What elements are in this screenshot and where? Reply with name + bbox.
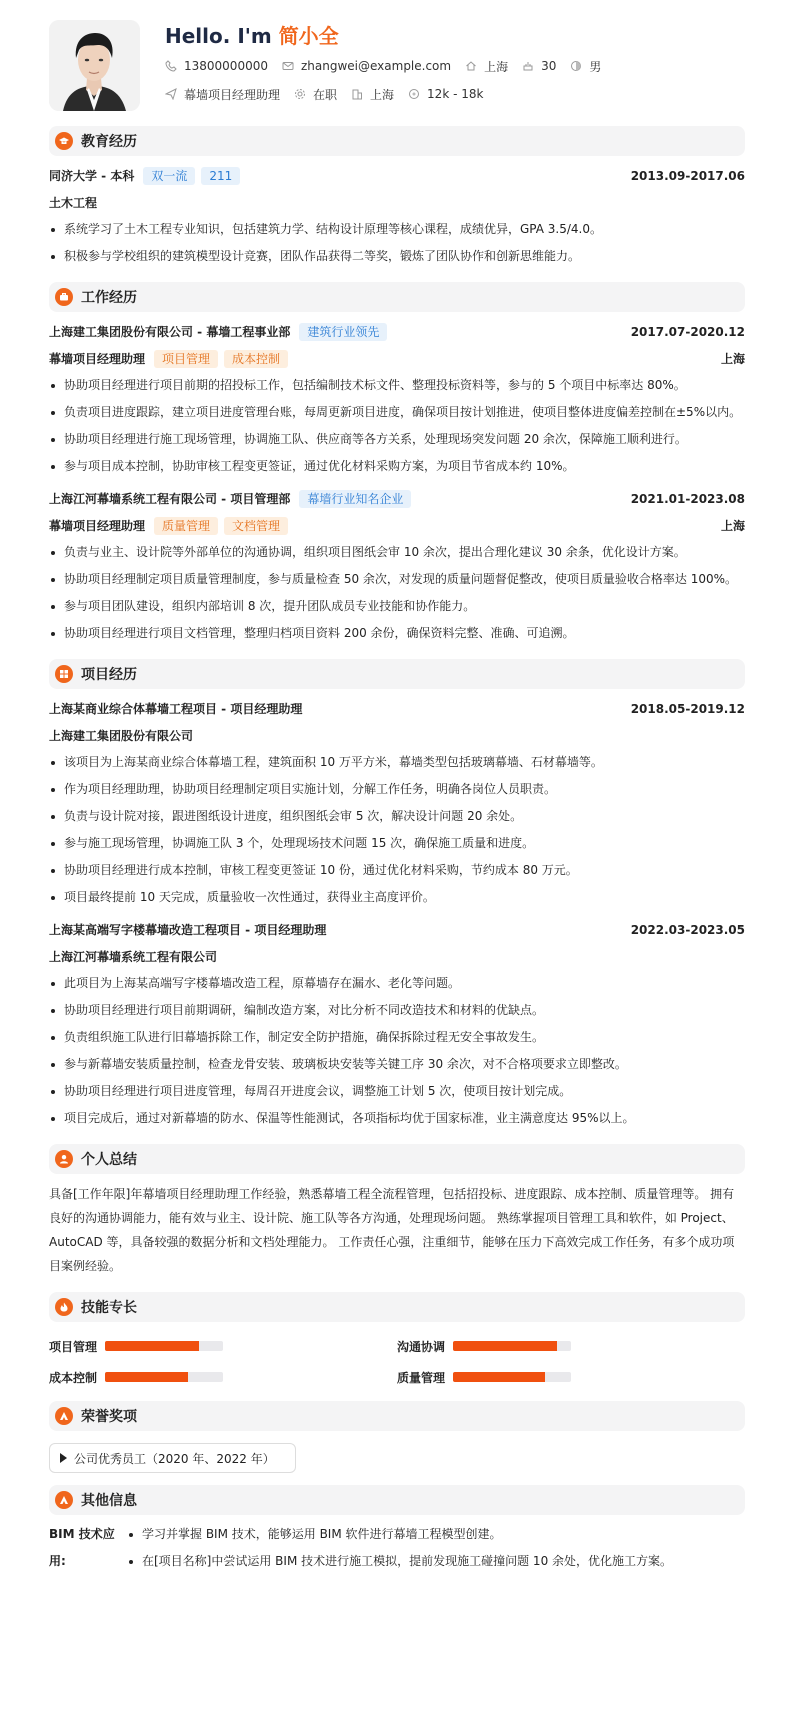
project-bullets	[49, 749, 745, 911]
skill-tag: 项目管理	[154, 350, 218, 368]
job-head	[49, 485, 745, 512]
skills-section-header	[49, 1292, 745, 1322]
other-section-header	[49, 1485, 745, 1515]
graduation-cap-icon	[55, 132, 73, 150]
list-item: 参与项目团队建设，组织内部培训 8 次，提升团队成员专业技能和协作能力。	[49, 593, 745, 620]
summary-title: 个人总结	[81, 1152, 137, 1168]
list-item: 积极参与学校组织的建筑模型设计竞赛，团队作品获得二等奖，锻炼了团队协作和创新思维能力。	[49, 243, 745, 270]
status-item	[294, 86, 337, 103]
project-name: 上海某商业综合体幕墙工程项目 - 项目经理助理	[49, 702, 303, 716]
skills-grid	[49, 1336, 745, 1387]
company-tag: 幕墙行业知名企业	[299, 490, 411, 508]
gender-icon	[570, 60, 582, 72]
building-icon	[351, 88, 363, 100]
job-role: 幕墙项目经理助理	[49, 352, 146, 366]
info-icon	[55, 1491, 73, 1509]
gender-value: 男	[589, 59, 602, 74]
project-section-header	[49, 659, 745, 689]
list-item: 学习并掌握 BIM 技术，能够运用 BIM 软件进行幕墙工程模型创建。	[127, 1521, 672, 1548]
summary-section-header	[49, 1144, 745, 1174]
briefcase-icon	[55, 288, 73, 306]
skill-bar	[453, 1341, 571, 1351]
other-label: BIM 技术应用:	[49, 1527, 115, 1568]
email-item	[282, 59, 451, 73]
skill-tag: 质量管理	[154, 517, 218, 535]
project-entry	[49, 695, 745, 911]
company-tag: 建筑行业领先	[299, 323, 387, 341]
status-value: 在职	[313, 87, 338, 102]
company-name: 上海江河幕墙系统工程有限公司 - 项目管理部	[49, 492, 291, 506]
other-title: 其他信息	[81, 1493, 137, 1509]
skill-bar-fill	[105, 1341, 199, 1351]
salary-item	[408, 87, 483, 101]
grid-icon	[55, 665, 73, 683]
salary-value: 12k - 18k	[427, 87, 484, 101]
education-entry	[49, 162, 745, 270]
work-title: 工作经历	[81, 290, 137, 306]
job-city: 上海	[720, 352, 745, 366]
job-role: 幕墙项目经理助理	[49, 519, 146, 533]
greeting-prefix: Hello. I'm	[165, 24, 279, 48]
honors-title: 荣誉奖项	[81, 1409, 137, 1425]
email-address: zhangwei@example.com	[300, 59, 452, 73]
skill-item	[397, 1367, 745, 1387]
gender-item	[570, 58, 601, 75]
job-bullets	[49, 372, 745, 480]
skill-name: 成本控制	[49, 1370, 98, 1385]
education-section-header	[49, 126, 745, 156]
job-city: 上海	[720, 519, 745, 533]
coin-icon	[408, 88, 420, 100]
company-name: 上海建工集团股份有限公司 - 幕墙工程事业部	[49, 325, 291, 339]
list-item: 参与施工现场管理，协调施工队 3 个，处理现场技术问题 15 次，确保施工质量和进度。	[49, 830, 745, 857]
list-item: 在[项目名称]中尝试运用 BIM 技术进行施工模拟，提前发现施工碰撞问题 10 余处，优化施工方案。	[127, 1548, 672, 1575]
work-section-header	[49, 282, 745, 312]
job-role-line	[49, 512, 745, 539]
caret-right-icon	[60, 1453, 67, 1463]
honors-section-header	[49, 1401, 745, 1431]
list-item: 参与项目成本控制，协助审核工程变更签证，通过优化材料采购方案，为项目节省成本约 10%。	[49, 453, 745, 480]
project-company: 上海江河幕墙系统工程有限公司	[49, 950, 218, 964]
avatar	[49, 20, 140, 111]
list-item: 项目完成后，通过对新幕墙的防水、保温等性能测试，各项指标均优于国家标准，业主满意度达 95%以上。	[49, 1105, 745, 1132]
position-value: 幕墙项目经理助理	[184, 87, 281, 102]
list-item: 项目最终提前 10 天完成，质量验收一次性通过，获得业主高度评价。	[49, 884, 745, 911]
summary-text: 具备[工作年限]年幕墙项目经理助理工作经验，熟悉幕墙工程全流程管理，包括招投标、进度跟踪、成本控制、质量管理等。 拥有良好的沟通协调能力，能有效与业主、设计院、施工队等各方沟通，处理现场问题。 熟练掌握项目管理工具和软件，如 Project、AutoCAD 等，具备较强的数据分析和文档处理能力。 工作责任心强，注重细节，能够在压力下高效完成工作任务，有多个成功项目案例经验。	[49, 1187, 735, 1273]
honor-item[interactable]	[49, 1443, 296, 1473]
list-item: 系统学习了土木工程专业知识，包括建筑力学、结构设计原理等核心课程，成绩优异，GPA 3.5/4.0。	[49, 216, 745, 243]
skill-bar	[105, 1372, 223, 1382]
contact-row	[165, 53, 615, 79]
list-item: 负责与业主、设计院等外部单位的沟通协调，组织项目图纸会审 10 余次，提出合理化建议 30 余条，优化设计方案。	[49, 539, 745, 566]
phone-icon	[165, 60, 177, 72]
skill-bar	[453, 1372, 571, 1382]
skill-bar-fill	[105, 1372, 188, 1382]
list-item: 该项目为上海某商业综合体幕墙工程，建筑面积 10 万平方米，幕墙类型包括玻璃幕墙、石材幕墙等。	[49, 749, 745, 776]
job-intent-row	[165, 81, 615, 107]
age-item	[522, 59, 556, 73]
list-item: 参与新幕墙安装质量控制，检查龙骨安装、玻璃板块安装等关键工序 30 余次，对不合格项要求立即整改。	[49, 1051, 745, 1078]
skill-tag: 成本控制	[224, 350, 288, 368]
greeting	[165, 21, 615, 51]
skill-item	[397, 1336, 745, 1356]
city-value: 上海	[370, 87, 395, 102]
location-item	[465, 58, 508, 75]
flame-icon	[55, 1298, 73, 1316]
age-value: 30	[541, 59, 557, 73]
school-tag: 双一流	[143, 167, 195, 185]
skill-bar-fill	[453, 1341, 557, 1351]
project-company-line	[49, 943, 745, 970]
list-item: 协助项目经理进行成本控制，审核工程变更签证 10 份，通过优化材料采购，节约成本 80 万元。	[49, 857, 745, 884]
profile-info	[165, 20, 615, 126]
project-entry	[49, 916, 745, 1132]
job-head	[49, 318, 745, 345]
skill-name: 沟通协调	[397, 1339, 446, 1354]
list-item: 负责组织施工队进行旧幕墙拆除工作，制定安全防护措施，确保拆除过程无安全事故发生。	[49, 1024, 745, 1051]
skill-bar-fill	[453, 1372, 545, 1382]
project-company-line	[49, 722, 745, 749]
skill-bar	[105, 1341, 223, 1351]
education-head	[49, 162, 745, 189]
honor-text: 公司优秀员工（2020 年、2022 年）	[74, 1451, 275, 1466]
home-icon	[465, 60, 477, 72]
job-date: 2017.07-2020.12	[630, 324, 745, 339]
list-item: 协助项目经理进行项目进度管理，每周召开进度会议，调整施工计划 5 次，使项目按计划完成。	[49, 1078, 745, 1105]
project-date: 2022.03-2023.05	[630, 922, 745, 937]
send-icon	[165, 88, 177, 100]
other-bullets	[127, 1521, 672, 1575]
list-item: 协助项目经理制定项目质量管理制度，参与质量检查 50 余次，对发现的质量问题督促整改，使项目质量验收合格率达 100%。	[49, 566, 745, 593]
project-company: 上海建工集团股份有限公司	[49, 729, 194, 743]
list-item: 负责项目进度跟踪，建立项目进度管理台账，每周更新项目进度，确保项目按计划推进，使项目整体进度偏差控制在±5%以内。	[49, 399, 745, 426]
project-title: 项目经历	[81, 667, 137, 683]
project-date: 2018.05-2019.12	[630, 701, 745, 716]
job-bullets	[49, 539, 745, 647]
list-item: 协助项目经理进行项目文档管理，整理归档项目资料 200 余份，确保资料完整、准确、可追溯。	[49, 620, 745, 647]
education-date: 2013.09-2017.06	[630, 168, 745, 183]
job-role-line	[49, 345, 745, 372]
other-entry	[49, 1521, 745, 1575]
major: 土木工程	[49, 196, 98, 210]
skill-name: 项目管理	[49, 1339, 98, 1354]
city-item	[351, 86, 394, 103]
project-name: 上海某高端写字楼幕墙改造工程项目 - 项目经理助理	[49, 923, 327, 937]
location-value: 上海	[484, 59, 509, 74]
mail-icon	[282, 60, 294, 72]
resume-header	[49, 20, 745, 126]
school-tag: 211	[201, 167, 240, 185]
phone-item	[165, 59, 268, 73]
job-entry	[49, 485, 745, 647]
award-icon	[55, 1407, 73, 1425]
project-head	[49, 695, 745, 722]
skills-title: 技能专长	[81, 1300, 137, 1316]
candidate-name: 简小全	[278, 24, 339, 48]
cake-icon	[522, 60, 534, 72]
education-major-line	[49, 189, 745, 216]
list-item: 作为项目经理助理，协助项目经理制定项目实施计划，分解工作任务，明确各岗位人员职责。	[49, 776, 745, 803]
list-item: 协助项目经理进行项目前期的招投标工作，包括编制技术标文件、整理投标资料等，参与的 5 个项目中标率达 80%。	[49, 372, 745, 399]
settings-icon	[294, 88, 306, 100]
user-icon	[55, 1150, 73, 1168]
list-item: 协助项目经理进行项目前期调研，编制改造方案，对比分析不同改造技术和材料的优缺点。	[49, 997, 745, 1024]
phone-number: 13800000000	[184, 59, 268, 73]
position-item	[165, 86, 280, 103]
job-entry	[49, 318, 745, 480]
skill-item	[49, 1336, 397, 1356]
list-item: 此项目为上海某高端写字楼幕墙改造工程，原幕墙存在漏水、老化等问题。	[49, 970, 745, 997]
list-item: 协助项目经理进行施工现场管理，协调施工队、供应商等各方关系，处理现场突发问题 20 余次，保障施工顺利进行。	[49, 426, 745, 453]
job-date: 2021.01-2023.08	[630, 491, 745, 506]
project-head	[49, 916, 745, 943]
skill-item	[49, 1367, 397, 1387]
education-bullets	[49, 216, 745, 270]
school-name: 同济大学 - 本科	[49, 169, 135, 183]
project-bullets	[49, 970, 745, 1132]
education-title: 教育经历	[81, 134, 137, 150]
skill-tag: 文档管理	[224, 517, 288, 535]
skill-name: 质量管理	[397, 1370, 446, 1385]
list-item: 负责与设计院对接，跟进图纸设计进度，组织图纸会审 5 次，解决设计问题 20 余处。	[49, 803, 745, 830]
